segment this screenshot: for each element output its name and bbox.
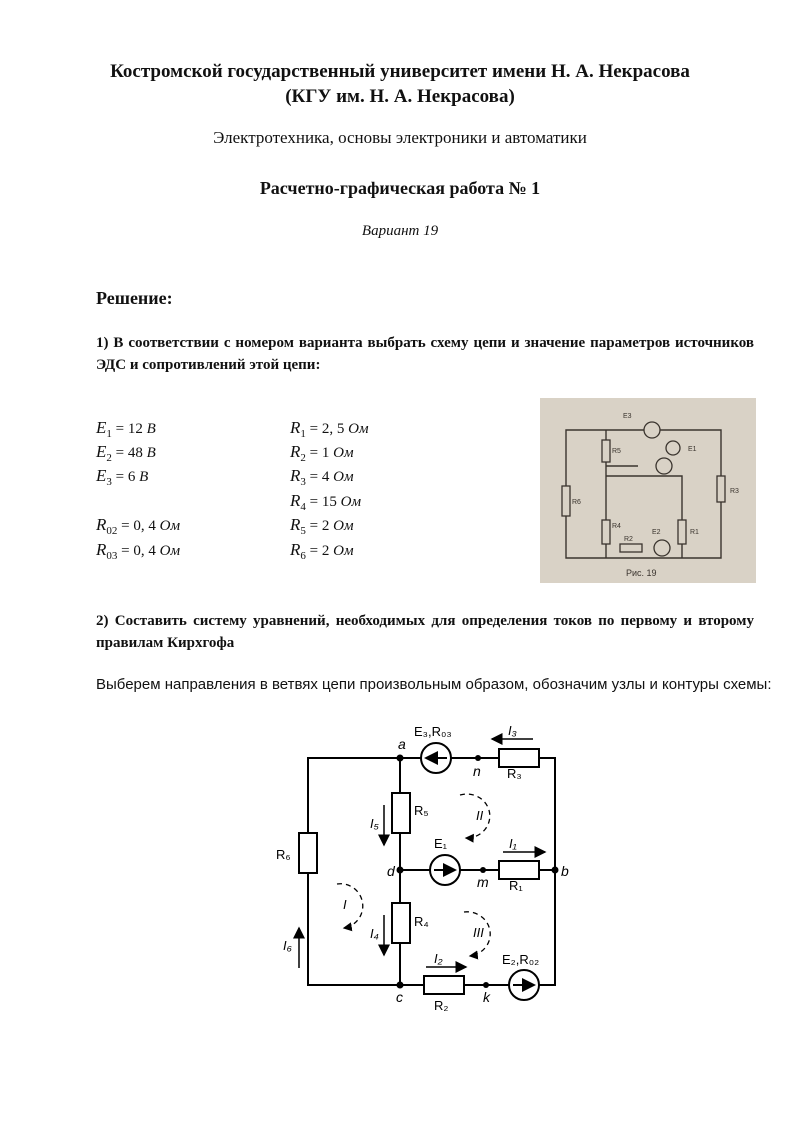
node-label-b: b xyxy=(561,863,569,879)
param-e3: $E_3 = 6$ В xyxy=(96,466,149,488)
resistor-r5 xyxy=(392,793,410,833)
label-e2-r02: E₂,R₀₂ xyxy=(502,952,540,967)
label-i2: I₂ xyxy=(434,951,443,966)
photo-label-r1: R1 xyxy=(690,529,699,536)
resistor-r4 xyxy=(392,903,410,943)
resistor-r2 xyxy=(424,976,464,994)
param-e1: $E_1 = 12$ В xyxy=(96,418,156,440)
node-k-dot xyxy=(483,982,489,988)
label-i5: I₅ xyxy=(370,816,379,831)
node-label-d: d xyxy=(387,863,395,879)
param-r1: $R_1 = 2$, 5 Ом xyxy=(290,418,369,440)
param-r2: $R_2 = 1$ Ом xyxy=(290,442,354,464)
resistor-r6 xyxy=(299,833,317,873)
label-loop-i: I xyxy=(343,897,347,912)
solution-heading: Решение: xyxy=(96,288,173,308)
label-loop-ii: II xyxy=(476,808,484,823)
photo-label-r4: R4 xyxy=(612,523,621,530)
source-e2 xyxy=(509,970,539,1000)
label-r6: R₆ xyxy=(276,847,291,862)
node-a-dot xyxy=(397,755,404,762)
node-label-c: c xyxy=(396,989,403,1005)
label-i6: I₆ xyxy=(283,938,292,953)
photo-label-e3: E3 xyxy=(623,413,632,420)
intro-text: Выберем направления в ветвях цепи произвольным образом, обозначим узлы и контуры схемы: xyxy=(96,676,772,693)
node-c-dot xyxy=(397,982,404,989)
task-1-text: 1) В соответствии с номером варианта выбрать схему цепи и значение параметров источников ЭДС и сопротивлений этой цепи: xyxy=(96,335,754,373)
label-r4: R₄ xyxy=(414,914,429,929)
photo-label-r3: R3 xyxy=(730,488,739,495)
label-e3-r03: E₃,R₀₃ xyxy=(414,724,452,739)
photo-label-r2: R2 xyxy=(624,536,633,543)
param-r3: $R_3 = 4$ Ом xyxy=(290,466,354,488)
source-e3 xyxy=(421,743,451,773)
node-m-dot xyxy=(480,867,486,873)
schematic-photo xyxy=(540,398,756,583)
param-r02: $R_{02} = 0$, 4 Ом xyxy=(96,515,181,537)
node-d-dot xyxy=(397,867,404,874)
schematic-photo-drawing xyxy=(540,398,756,583)
university-short-name: (КГУ им. Н. А. Некрасова) xyxy=(285,86,515,107)
label-r2: R₂ xyxy=(434,998,449,1013)
label-r1: R₁ xyxy=(509,878,523,893)
photo-label-r6: R6 xyxy=(572,499,581,506)
university-name: Костромской государственный университет имени Н. А. Некрасова xyxy=(110,61,690,82)
work-title: Расчетно-графическая работа № 1 xyxy=(259,178,541,198)
photo-caption: Рис. 19 xyxy=(626,568,657,578)
param-r5: $R_5 = 2$ Ом xyxy=(290,515,354,537)
label-i3: I₃ xyxy=(508,723,517,738)
label-loop-iii: III xyxy=(473,925,484,940)
node-label-a: a xyxy=(398,736,406,752)
node-n-dot xyxy=(475,755,481,761)
param-e2: $E_2 = 48$ В xyxy=(96,442,156,464)
node-label-n: n xyxy=(473,763,481,779)
resistor-r1 xyxy=(499,861,539,879)
circuit-diagram xyxy=(0,700,800,1030)
task-2-text: 2) Составить систему уравнений, необходимых для определения токов по первому и второму правилам Кирхгофа xyxy=(96,613,754,651)
resistor-r3 xyxy=(499,749,539,767)
loop-arrow-i xyxy=(337,884,363,928)
label-r3: R₃ xyxy=(507,766,522,781)
param-r6: $R_6 = 2$ Ом xyxy=(290,540,354,562)
param-r03: $R_{03} = 0$, 4 Ом xyxy=(96,540,181,562)
label-i1: I₁ xyxy=(509,836,517,851)
label-i4: I₄ xyxy=(370,926,379,941)
node-label-k: k xyxy=(483,989,490,1005)
label-e1: E₁ xyxy=(434,836,448,851)
param-r4: $R_4 = 15$ Ом xyxy=(290,491,362,513)
loop-arrow-ii xyxy=(460,794,490,838)
subject-title: Электротехника, основы электроники и автоматики xyxy=(213,128,587,147)
photo-label-e1: E1 xyxy=(688,446,697,453)
source-e1 xyxy=(430,855,460,885)
photo-label-e2: E2 xyxy=(652,529,661,536)
photo-label-r5: R5 xyxy=(612,448,621,455)
node-b-dot xyxy=(552,867,559,874)
variant-label: Вариант 19 xyxy=(361,223,439,239)
label-r5: R₅ xyxy=(414,803,429,818)
node-label-m: m xyxy=(477,874,489,890)
